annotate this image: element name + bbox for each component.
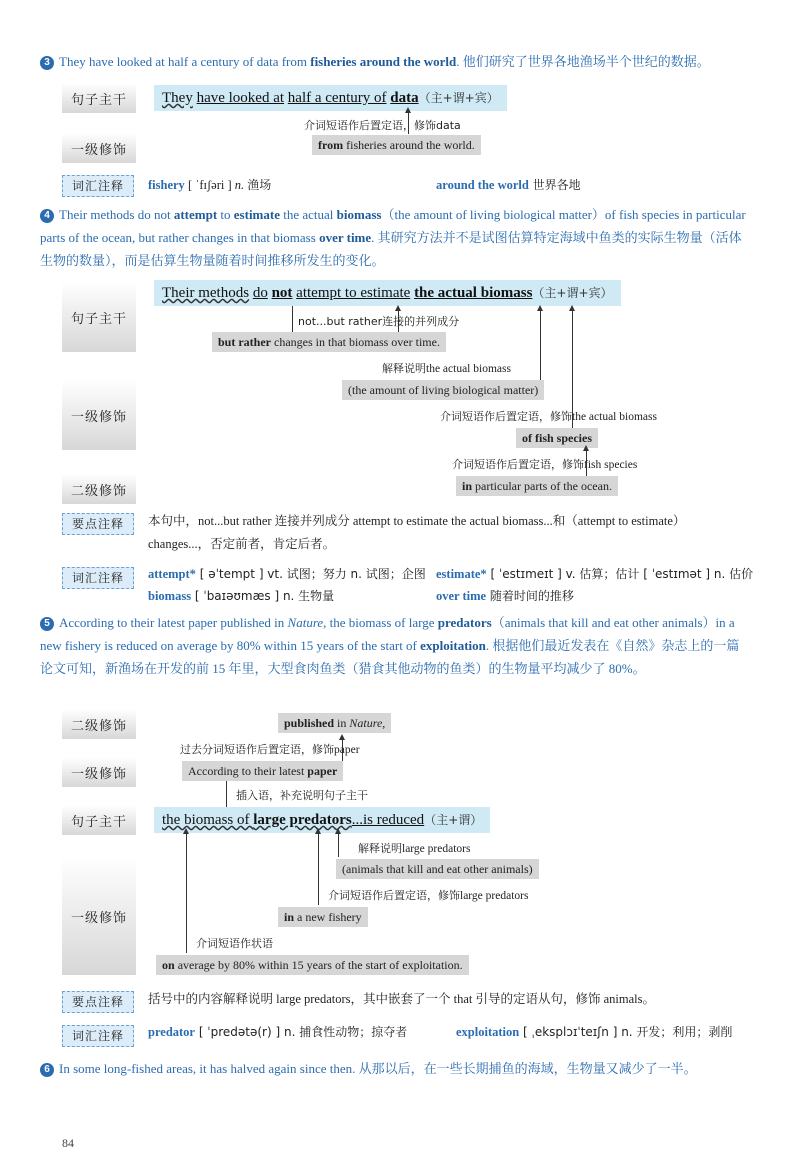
key-points-text-4: 本句中，not...but rather 连接并列成分 attempt to estimate the actual biomass...和（attempt to estimate） changes...，否定前者，肯定后者。 bbox=[148, 514, 686, 551]
modifier-phrase: (animals that kill and eat other animals) bbox=[336, 859, 539, 879]
number-badge-3: 3 bbox=[40, 56, 54, 70]
sentence-trunk-3: They have looked at half a century of data（主+谓+宾） bbox=[154, 85, 507, 111]
sentence-trunk-4: Their methods do not attempt to estimate the actual biomass（主+谓+宾） bbox=[154, 280, 621, 306]
vocab-biomass: biomass [ ˈbaɪəʊmæs ] n. 生物量 bbox=[148, 589, 335, 603]
label-level1-modifier: 一级修饰 bbox=[62, 380, 136, 450]
paragraph-4: 4 Their methods do not attempt to estimate the actual biomass（the amount of living biological matter）of fish species in particular parts of the ocean, but rather changes in that biomass over time. 其研究方法并不是试图估算特定海域中鱼类的实际生物量（活体生物的数量），而是估算生物量随着时间推移所发生的变化。 bbox=[40, 207, 746, 268]
label-vocabulary: 词汇注释 bbox=[62, 175, 134, 197]
annotation-note: 介词短语作后置定语，修饰fish species bbox=[452, 458, 638, 471]
paragraph-3: 3 They have looked at half a century of data from fisheries around the world. 他们研究了世界各地渔场半个世纪的数据。 bbox=[40, 50, 752, 73]
annotation-note: 过去分词短语作后置定语，修饰paper bbox=[180, 743, 360, 756]
paragraph-6: 6 In some long-fished areas, it has halved again since then. 从那以后，在一些长期捕鱼的海域，生物量又减少了一半。 bbox=[40, 1057, 752, 1080]
translation: 其研究方法并不是试图估算特定海域中鱼类的实际生物量（活体生物的数量），而是估算生物量随着时间推移所发生的变化。 bbox=[40, 230, 742, 268]
modifier-phrase: in particular parts of the ocean. bbox=[456, 476, 618, 496]
label-key-points: 要点注释 bbox=[62, 513, 134, 535]
label-vocabulary: 词汇注释 bbox=[62, 567, 134, 589]
modifier-phrase: from fisheries around the world. bbox=[312, 135, 481, 155]
arrow-line bbox=[186, 833, 187, 953]
label-sentence-trunk: 句子主干 bbox=[62, 805, 136, 835]
translation: 他们研究了世界各地渔场半个世纪的数据。 bbox=[462, 54, 710, 69]
annotation-note: 插入语，补充说明句子主干 bbox=[236, 789, 368, 802]
vocab-over-time: over time 随着时间的推移 bbox=[436, 589, 574, 603]
vocab-predator: predator [ ˈpredətə(r) ] n. 捕食性动物；掠夺者 bbox=[148, 1025, 408, 1039]
annotation-note: 解释说明large predators bbox=[358, 842, 471, 855]
label-vocabulary: 词汇注释 bbox=[62, 1025, 134, 1047]
number-badge-5: 5 bbox=[40, 617, 54, 631]
number-badge-6: 6 bbox=[40, 1063, 54, 1077]
label-level1-modifier: 一级修饰 bbox=[62, 857, 136, 975]
paragraph-5: 5 According to their latest paper published in Nature, the biomass of large predators（animals that kill and eat other animals）in a new fishery is reduced on average by 80% within 15 years of the start of exploitation. 根据他们最近发表在《自然》杂志上的一篇论文可知，新渔场在开发的前 15 年里，大型食肉鱼类（猎食其他动物的鱼类）的生物量平均减少了 80%。 bbox=[40, 615, 740, 676]
bracket-line bbox=[292, 306, 293, 334]
annotation-note: 介词短语作后置定语，修饰large predators bbox=[328, 889, 529, 902]
sentence-trunk-5: the biomass of large predators...is reduced（主+谓） bbox=[154, 807, 490, 833]
annotation-note: 介词短语作后置定语，修饰the actual biomass bbox=[440, 410, 657, 423]
label-sentence-trunk: 句子主干 bbox=[62, 282, 136, 352]
label-sentence-trunk: 句子主干 bbox=[62, 83, 136, 113]
arrow-line bbox=[318, 833, 319, 905]
label-key-points: 要点注释 bbox=[62, 991, 134, 1013]
label-level1-modifier: 一级修饰 bbox=[62, 757, 136, 787]
bracket-line bbox=[226, 781, 227, 807]
modifier-phrase: (the amount of living biological matter) bbox=[342, 380, 544, 400]
arrow-line bbox=[540, 310, 541, 380]
label-level2-modifier: 二级修饰 bbox=[62, 709, 136, 739]
vocab-attempt: attempt* [ əˈtempt ] vt. 试图；努力 n. 试图；企图 bbox=[148, 567, 426, 581]
key-points-text-5: 括号中的内容解释说明 large predators，其中嵌套了一个 that 引导的定语从句，修饰 animals。 bbox=[148, 992, 656, 1006]
label-level2-modifier: 二级修饰 bbox=[62, 474, 136, 504]
annotation-note: 解释说明the actual biomass bbox=[382, 362, 511, 375]
vocab-fishery: fishery [ ˈfɪʃəri ] n. 渔场 bbox=[148, 178, 272, 192]
modifier-phrase: of fish species bbox=[516, 428, 598, 448]
modifier-phrase: in a new fishery bbox=[278, 907, 368, 927]
annotation-note: 介词短语作状语 bbox=[196, 937, 273, 950]
arrow-line bbox=[338, 833, 339, 857]
vocab-around-the-world: around the world 世界各地 bbox=[436, 178, 581, 192]
number-badge-4: 4 bbox=[40, 209, 54, 223]
vocab-exploitation: exploitation [ ˌeksplɔɪˈteɪʃn ] n. 开发；利用；剥削 bbox=[456, 1025, 733, 1039]
page-number: 84 bbox=[62, 1136, 74, 1150]
modifier-phrase: but rather changes in that biomass over time. bbox=[212, 332, 446, 352]
label-level1-modifier: 一级修饰 bbox=[62, 133, 136, 163]
modifier-phrase: on average by 80% within 15 years of the start of exploitation. bbox=[156, 955, 469, 975]
translation: 根据他们最近发表在《自然》杂志上的一篇论文可知，新渔场在开发的前 15 年里，大型食肉鱼类（猎食其他动物的鱼类）的生物量平均减少了 80%。 bbox=[40, 638, 740, 676]
modifier-phrase: According to their latest paper bbox=[182, 761, 343, 781]
translation: 从那以后，在一些长期捕鱼的海域，生物量又减少了一半。 bbox=[358, 1061, 697, 1076]
modifier-phrase: published in Nature, bbox=[278, 713, 391, 733]
vocab-estimate: estimate* [ ˈestɪmeɪt ] v. 估算；估计 [ ˈestɪmət ] n. 估价 bbox=[436, 567, 754, 581]
annotation-note: not...but rather连接的并列成分 bbox=[298, 315, 460, 328]
annotation-note: 介词短语作后置定语，修饰data bbox=[304, 119, 461, 132]
